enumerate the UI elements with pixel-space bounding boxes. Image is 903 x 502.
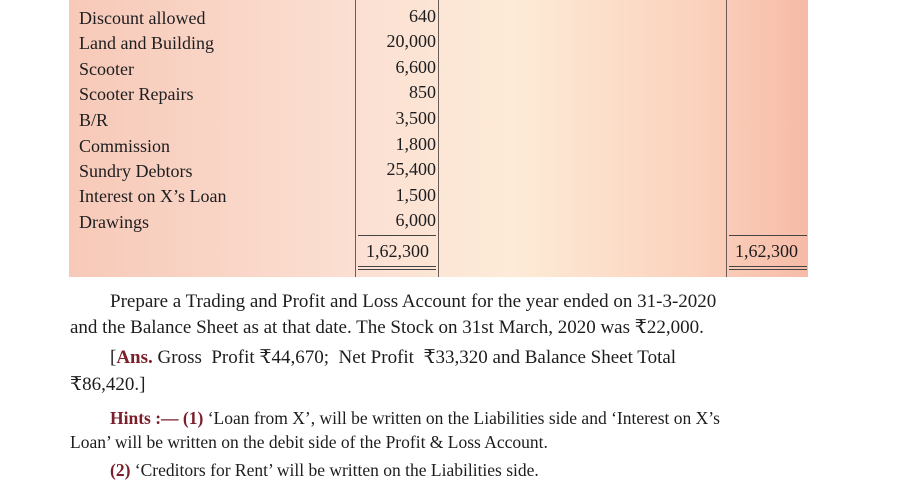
row-label: Scooter Repairs bbox=[79, 84, 194, 104]
question-line-1: Prepare a Trading and Profit and Loss Account for the year ended on 31-3-2020 bbox=[110, 291, 717, 312]
row-amount: 20,000 bbox=[386, 31, 436, 51]
row-label: Interest on X’s Loan bbox=[79, 186, 227, 206]
row-label: B/R bbox=[79, 110, 109, 130]
total-rule-top bbox=[729, 235, 807, 236]
row-label: Scooter bbox=[79, 59, 134, 79]
row-amount: 1,500 bbox=[395, 185, 436, 205]
trial-balance-table bbox=[69, 0, 808, 277]
hint-2-text: ‘Creditors for Rent’ will be written on the Liabilities side. bbox=[130, 460, 539, 480]
row-amount: 850 bbox=[409, 82, 436, 102]
hint-line-2: Loan’ will be written on the debit side of the Profit & Loss Account. bbox=[70, 432, 548, 452]
total-rule-bottom bbox=[729, 266, 807, 267]
row-label: Commission bbox=[79, 136, 171, 156]
hint-2-line bbox=[110, 458, 539, 482]
debit-total: 1,62,300 bbox=[366, 241, 429, 261]
hints-label: Hints :— (1) bbox=[110, 408, 204, 428]
question-line-2: and the Balance Sheet as at that date. The Stock on 31st March, 2020 was ₹22,000. bbox=[70, 317, 704, 338]
row-label: Land and Building bbox=[79, 33, 214, 53]
hint-2-label: (2) bbox=[110, 460, 131, 480]
column-divider bbox=[438, 0, 439, 277]
answer-line-1 bbox=[110, 346, 676, 370]
answer-line-2: ₹86,420.] bbox=[70, 374, 146, 395]
row-label: Sundry Debtors bbox=[79, 161, 193, 181]
total-rule-bottom bbox=[358, 266, 436, 267]
answer-text: Gross Profit ₹44,670; Net Profit ₹33,320 and Balance Sheet Total bbox=[152, 347, 677, 368]
answer-bracket: [ bbox=[110, 347, 117, 368]
hint-text: ‘Loan from X’, will be written on the Liabilities side and ‘Interest on X’s bbox=[203, 408, 720, 428]
column-divider bbox=[726, 0, 727, 277]
total-rule-bottom bbox=[729, 269, 807, 270]
credit-total: 1,62,300 bbox=[735, 241, 798, 261]
row-amount: 3,500 bbox=[395, 108, 436, 128]
row-label: Discount allowed bbox=[79, 8, 206, 28]
row-amount: 640 bbox=[409, 6, 436, 26]
total-rule-top bbox=[358, 235, 436, 236]
row-amount: 6,600 bbox=[395, 57, 436, 77]
total-rule-bottom bbox=[358, 269, 436, 270]
answer-label: Ans. bbox=[116, 347, 153, 368]
row-amount: 1,800 bbox=[395, 134, 436, 154]
row-label: Drawings bbox=[79, 212, 149, 232]
row-amount: 6,000 bbox=[395, 210, 436, 230]
row-amount: 25,400 bbox=[386, 159, 436, 179]
hint-line-1 bbox=[110, 406, 720, 430]
column-divider bbox=[355, 0, 356, 277]
